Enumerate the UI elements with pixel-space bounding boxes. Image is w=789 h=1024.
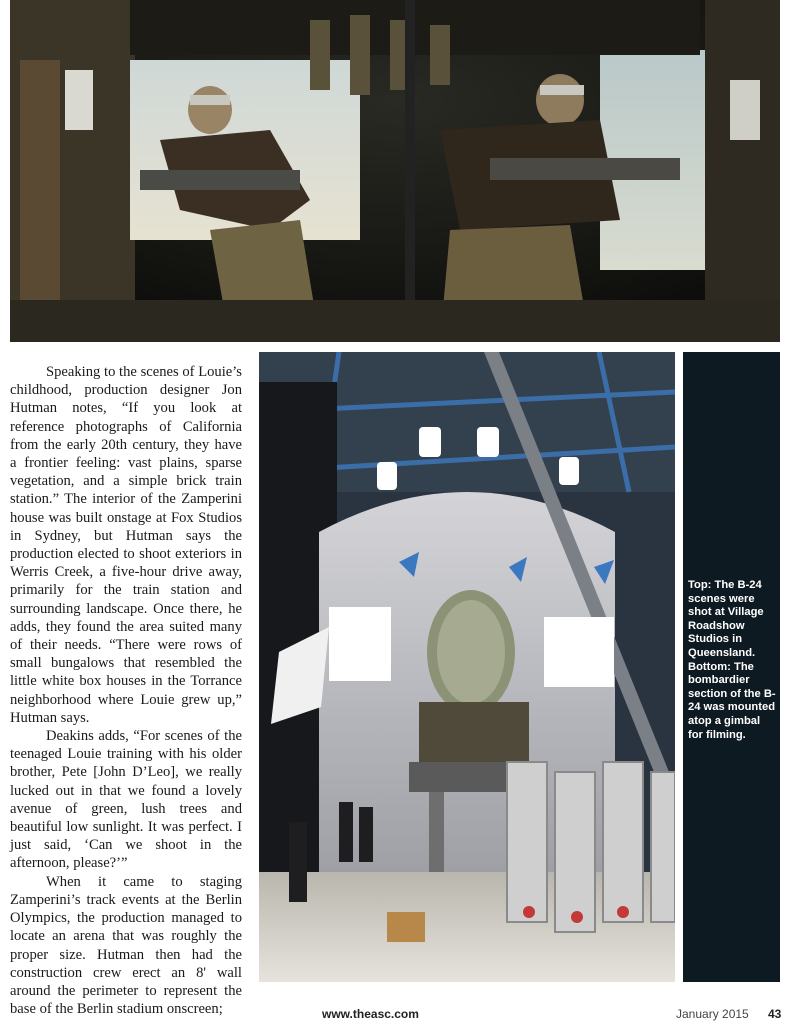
footer-website-link[interactable]: www.theasc.com: [322, 1007, 419, 1021]
body-paragraph: Speaking to the scenes of Louie’s childhood, production designer Jon Hutman notes, “If you look at reference photographs of California from the early 20th century, they have a frontier feeling: vast plains, sparse vegetation, and a simple brick train station.” The interior of the Zamperini house was built onstage at Fox Studios in Sydney, but Hutman says the production elected to shoot exteriors in Werris Creek, a five-hour drive away, primarily for the train station and surrounding landscape. Once there, he adds, they found the area suited many of their needs. “There were rows of small bungalows that resembled the little white box houses in the Torrance neighborhood where Louie grew up,” Hutman says.: [10, 364, 242, 726]
article-body: [10, 363, 242, 1018]
body-paragraph: When it came to staging Zamperini’s track events at the Berlin Olympics, the production managed to locate an arena that was roughly the proper size. Hutman then had the construction crew erect an 8' wall around the perimeter to represent the base of the Berlin stadium onscreen;: [10, 873, 242, 1018]
caption-panel: [683, 352, 780, 982]
photo-caption: Top: The B-24 scenes were shot at Village Roadshow Studios in Queensland. Bottom: The bombardier section of the B-24 was mounted atop a gimbal for filming.: [688, 579, 776, 741]
body-paragraph: Deakins adds, “For scenes of the teenaged Louie training with his older brother, Pete [John D’Leo], we really lucked out in that we found a lovely avenue of green, lush trees and beautiful low sunlight. It was perfect. I just said, ‘Can we shoot in the afternoon, please?’”: [10, 728, 242, 872]
footer-issue-date: January 2015: [676, 1007, 749, 1021]
bottom-photo-illustration: [259, 352, 675, 982]
page-number: 43: [768, 1007, 782, 1021]
top-photo-illustration: [10, 0, 780, 342]
top-photo-b24-gunners: [10, 0, 780, 342]
bottom-photo-bombardier-gimbal: [259, 352, 675, 982]
